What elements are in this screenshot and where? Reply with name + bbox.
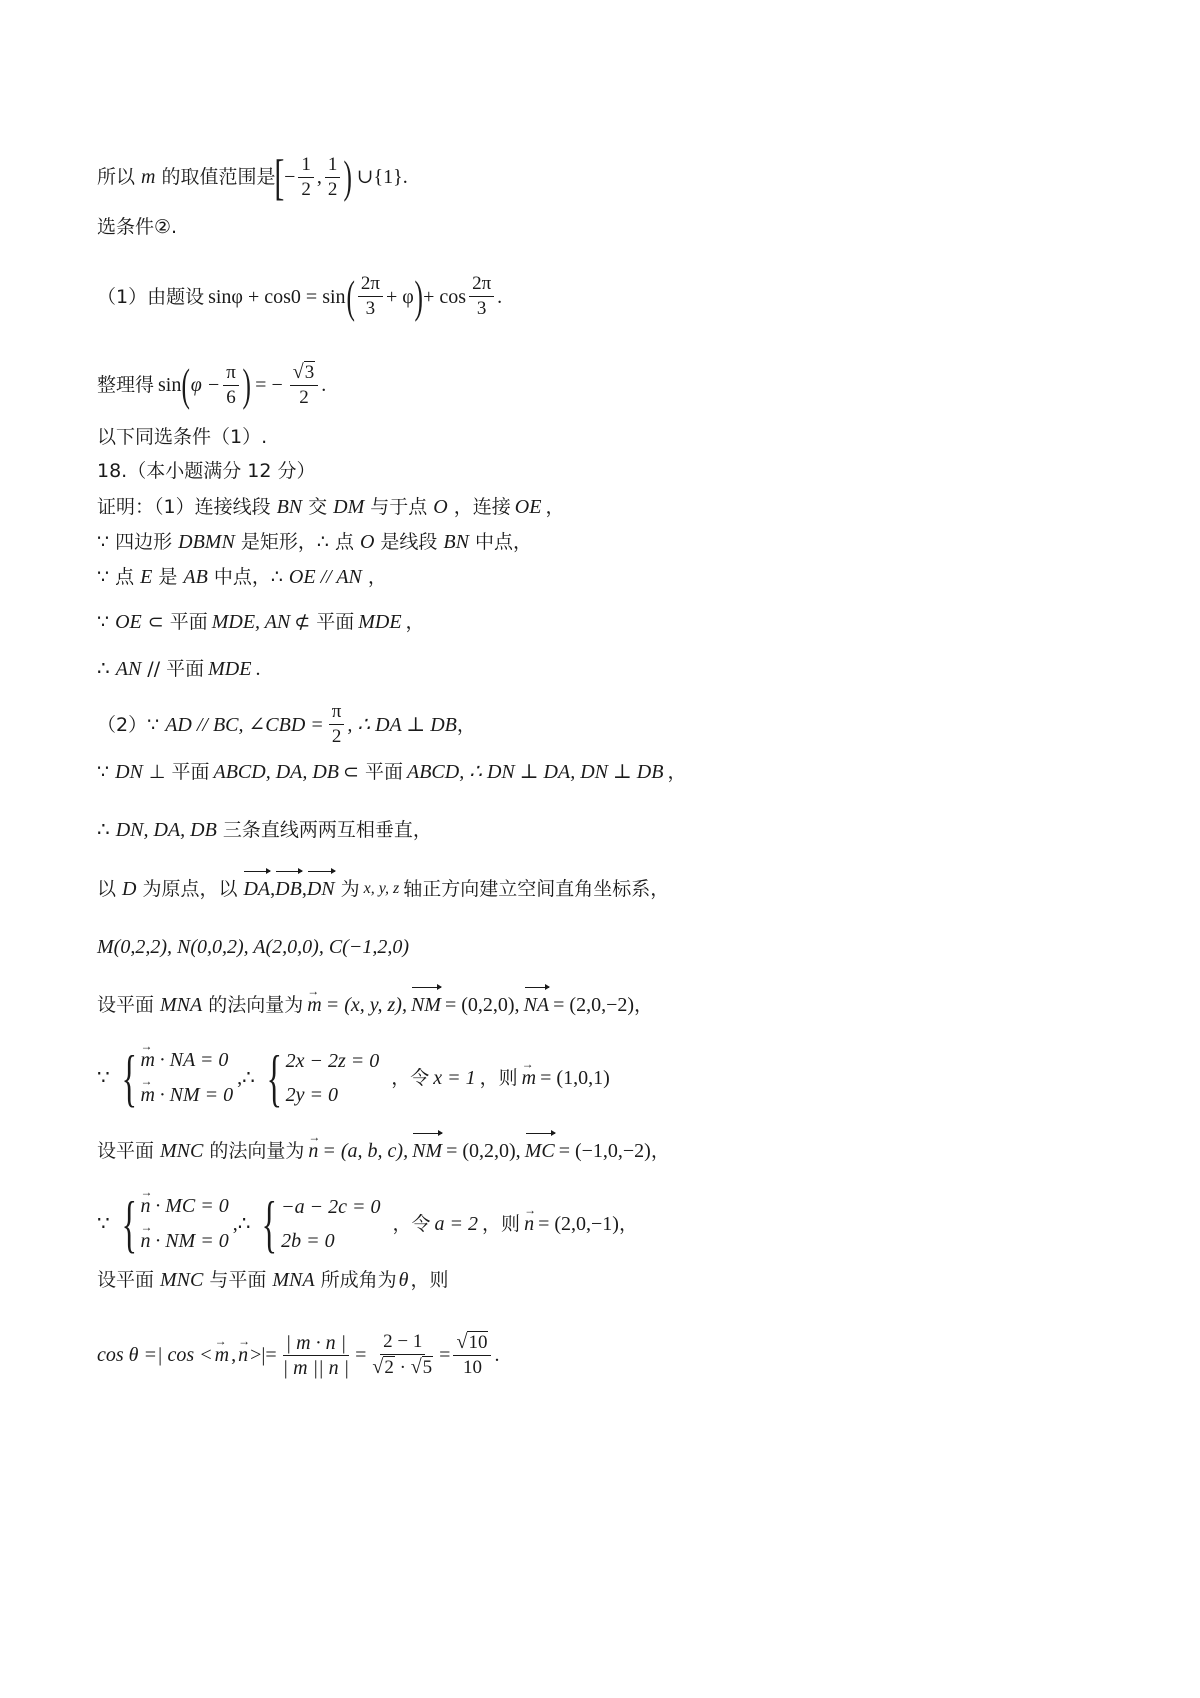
line-same-as-condition-1: 以下同选条件（1）.: [97, 426, 268, 448]
system-4: { −a − 2c = 0 2b = 0: [262, 1188, 381, 1259]
line-point-coordinates: M(0,2,2), N(0,0,2), A(2,0,0), C(−1,2,0): [97, 936, 409, 958]
line-parallel-plane: ∴ AN // 平面 MDE .: [97, 658, 261, 680]
line-mutually-perpendicular: ∴ DN, DA, DB 三条直线两两互相垂直，: [97, 819, 432, 841]
line-rectangle: ∵ 四边形 DBMN 是矩形，∴ 点 O 是线段 BN 中点，: [97, 531, 532, 553]
line-proof-1: 证明：（1）连接线段 BN 交 DM 与于点 O ，连接 OE ，: [97, 496, 565, 518]
line-step-1: （1）由题设 sinφ + cos0 = sin ( $\frac{2\pi}{3}$ + φ ) + cos $\frac{2\pi}{3}$ .: [97, 270, 503, 322]
line-midpoint: ∵ 点 E 是 AB 中点，∴ OE // AN ，: [97, 566, 387, 588]
line-coordinate-system: 以 D 为原点，以 DA , DB , DN 为 x, y, z 轴正方向建立空间直角坐标系，: [97, 874, 1147, 904]
line-normal-mnc: 设平面 MNC 的法向量为 → n = (a, b, c), NM = (0,2,0), MC = (−1,0,−2) ，: [97, 1136, 1147, 1166]
system-2: { 2x − 2z = 0 2y = 0: [266, 1042, 380, 1113]
problem-18-heading: 18.（本小题满分 12 分）: [97, 460, 316, 482]
line-plane-contains: ∵ OE ⊂ 平面 MDE, AN ⊄ 平面 MDE ，: [97, 611, 425, 633]
line-normal-mna: 设平面 MNA 的法向量为 → m = (x, y, z), NM = (0,2,0), NA = (2,0,−2) ，: [97, 990, 1147, 1020]
line-angle-theta: 设平面 MNC 与平面 MNA 所成角为 θ ，则: [97, 1269, 449, 1291]
line-cosine-result: cos θ =| cos < → m , → n >|= $\frac{| m \cdot n |}{| m || n |}$ = 2 − 1 √ 2 · √ 5 = √ 10 10 .: [97, 1330, 1147, 1380]
line-step-2: （2）∵ AD // BC, ∠CBD = $\frac{\pi}{2}$ , ∴ DA ⊥ DB ，: [97, 701, 476, 747]
line-system-mnc: ∵ { → n · MC = 0 → n · NM = 0 ,∴ { −a − 2c = 0 2b = 0 ，令 a = 2 ，则 → n = (2,0,−1) ，: [97, 1186, 1147, 1262]
line-choose-condition-2: 选条件②.: [97, 216, 178, 238]
line-simplify: 整理得 sin ( φ − $\frac{\pi}{6}$ ) = − √ 3 2 .: [97, 359, 327, 410]
line-system-mna: ∵ { → m · NA = 0 → m · NM = 0 ,∴ { 2x − 2z = 0 2y = 0 ，令 x = 1 ，则 → m = (1,0,1): [97, 1040, 1147, 1116]
line-m-range: 所以 m 的取值范围是 [ − $\frac{1}{2}$ , $\frac{1}{2}$ ) ∪{1}.: [97, 149, 408, 205]
line-perpendicular-plane: ∵ DN ⊥ 平面 ABCD, DA, DB ⊂ 平面 ABCD, ∴ DN ⊥ DA, DN ⊥ DB ，: [97, 761, 687, 783]
system-3: { → n · MC = 0 → n · NM = 0: [114, 1189, 229, 1259]
system-1: { → m · NA = 0 → m · NM = 0: [114, 1043, 233, 1113]
